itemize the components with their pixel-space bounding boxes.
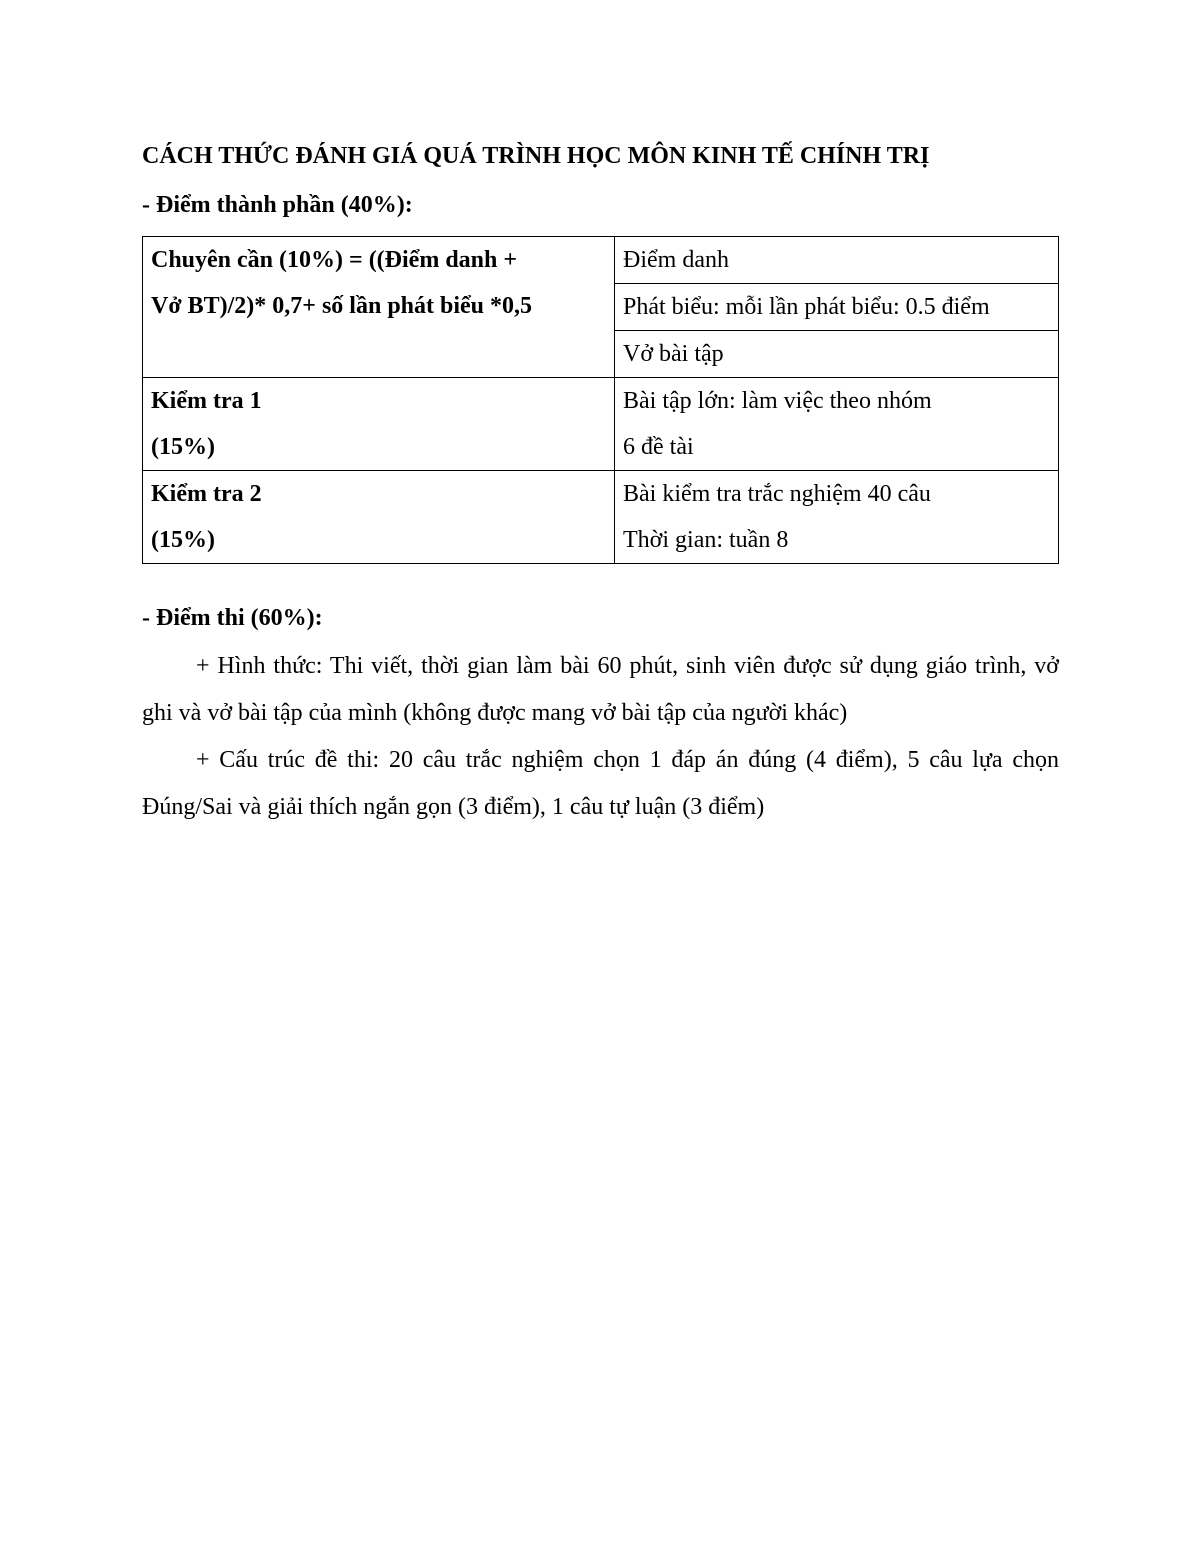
test2-description-line-1: Bài kiểm tra trắc nghiệm 40 câu xyxy=(623,481,931,507)
document-title: CÁCH THỨC ĐÁNH GIÁ QUÁ TRÌNH HỌC MÔN KINH TẾ CHÍNH TRỊ xyxy=(142,143,930,169)
test1-description-cell xyxy=(615,378,1059,471)
exam-score-heading: - Điểm thi (60%): xyxy=(142,605,323,631)
table-row xyxy=(143,378,1059,471)
exam-form-paragraph xyxy=(142,643,1059,737)
exam-structure-text: + Cấu trúc đề thi: 20 câu trắc nghiệm chọn 1 đáp án đúng (4 điểm), 5 câu lựa chọn Đúng/Sai và giải thích ngắn gọn (3 điểm), 1 câu tự luận (3 điểm) xyxy=(142,747,1059,820)
attendance-item-speaking: Phát biểu: mỗi lần phát biểu: 0.5 điểm xyxy=(615,284,1059,331)
attendance-item-workbook: Vở bài tập xyxy=(615,331,1059,378)
grading-table xyxy=(142,236,1059,564)
table-row xyxy=(143,471,1059,564)
attendance-item-roll-call: Điểm danh xyxy=(615,237,1059,284)
table-row xyxy=(143,237,1059,284)
attendance-formula-cell xyxy=(143,237,615,378)
test1-description-line-2: 6 đề tài xyxy=(623,434,694,460)
test2-label: Kiểm tra 2 xyxy=(151,481,262,507)
test2-description-line-2: Thời gian: tuần 8 xyxy=(623,527,789,553)
exam-structure-paragraph xyxy=(142,737,1059,831)
component-score-heading: - Điểm thành phần (40%): xyxy=(142,192,413,218)
attendance-formula-line-2: Vở BT)/2)* 0,7+ số lần phát biểu *0,5 xyxy=(151,293,533,319)
test1-weight: (15%) xyxy=(151,434,215,460)
test1-label-cell xyxy=(143,378,615,471)
test1-label: Kiểm tra 1 xyxy=(151,388,262,414)
exam-form-text: + Hình thức: Thi viết, thời gian làm bài 60 phút, sinh viên được sử dụng giáo trình, vở ghi và vở bài tập của mình (không được mang vở bài tập của người khác) xyxy=(142,653,1059,726)
test2-label-cell xyxy=(143,471,615,564)
test1-description-line-1: Bài tập lớn: làm việc theo nhóm xyxy=(623,388,932,414)
attendance-formula-line-1: Chuyên cần (10%) = ((Điểm danh + xyxy=(151,247,518,273)
test2-weight: (15%) xyxy=(151,527,215,553)
test2-description-cell xyxy=(615,471,1059,564)
